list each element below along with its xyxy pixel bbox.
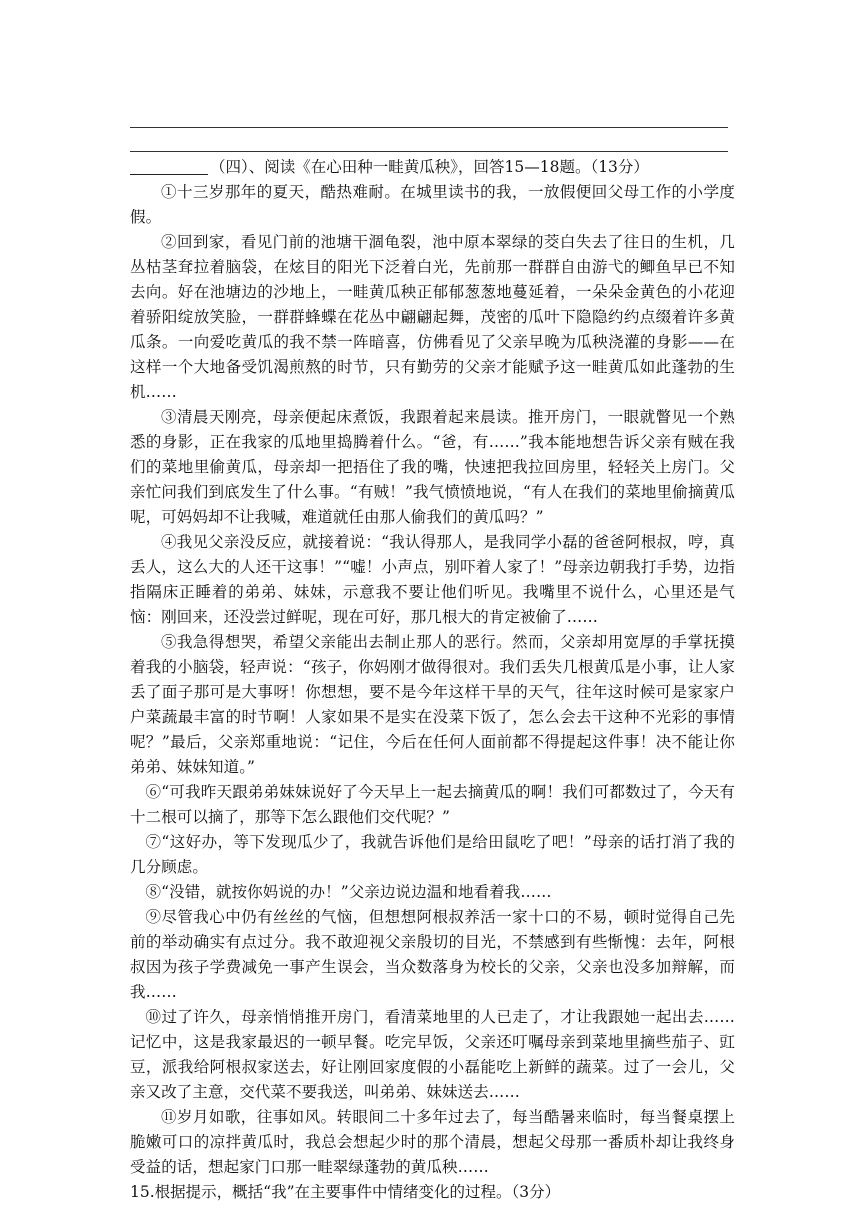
paragraph-1: ①十三岁那年的夏天，酷热难耐。在城里读书的我，一放假便回父母工作的小学度假。: [130, 183, 735, 226]
reading-passage: [130, 155, 735, 1205]
paragraph-10: ⑩过了许久，母亲悄悄推开房门，看清菜地里的人已走了，才让我跟她一起出去……记忆中，这是我家最迟的一顿早餐。吃完早饭，父亲还叮嘱母亲到菜地里摘些茄子、豇豆，派我给阿根叔家送去，好让刚回家度假的小磊能吃上新鲜的蔬菜。过了一会儿，父亲又改了主意，交代菜不要我送，叫弟弟、妹妹送去……: [130, 1008, 735, 1101]
answer-line: [130, 151, 728, 152]
section-heading-text: （四）、阅读《在心田种一畦黄瓜秧》，回答15—18题。（13分）: [210, 158, 649, 176]
paragraph-2: ②回到家，看见门前的池塘干涸龟裂，池中原本翠绿的茭白失去了往日的生机，几丛枯茎耷拉着脑袋，在炫目的阳光下泛着白光，先前那一群群自由游弋的鲫鱼早已不知去向。好在池塘边的沙地上，一畦黄瓜秧正郁郁葱葱地蔓延着，一朵朵金黄色的小花迎着骄阳绽放笑脸，一群群蜂蝶在花丛中翩翩起舞，茂密的瓜叶下隐隐约约点缀着许多黄瓜条。一向爱吃黄瓜的我不禁一阵暗喜，仿佛看见了父亲早晚为瓜秧浇灌的身影——在这样一个大地备受饥渴煎熬的时节，只有勤劳的父亲才能赋予这一畦黄瓜如此蓬勃的生机……: [130, 233, 735, 401]
paragraph-6: ⑥“可我昨天跟弟弟妹妹说好了今天早上一起去摘黄瓜的啊！我们可都数过了，今天有十二根可以摘了，那等下怎么跟他们交代呢？”: [130, 783, 735, 826]
paragraph-4: ④我见父亲没反应，就接着说：“我认得那人，是我同学小磊的爸爸阿根叔，哼，真丢人，这么大的人还干这事！”“嘘！小声点，别吓着人家了！”母亲边朝我打手势，边指指隔床正睡着的弟弟、妹妹，示意我不要让他们听见。我嘴里不说什么，心里还是气恼：刚回来，还没尝过鲜呢，现在可好，那几根大的肯定被偷了……: [130, 533, 735, 626]
paragraph-5: ⑤我急得想哭，希望父亲能出去制止那人的恶行。然而，父亲却用宽厚的手掌抚摸着我的小脑袋，轻声说：“孩子，你妈刚才做得很对。我们丢失几根黄瓜是小事，让人家丢了面子那可是大事呀！你想想，要不是今年这样干旱的天气，往年这时候可是家家户户菜蔬最丰富的时节啊！人家如果不是实在没菜下饭了，怎么会去干这种不光彩的事情呢？”最后，父亲郑重地说：“记住，今后在任何人面前都不得提起这件事！决不能让你弟弟、妹妹知道。”: [130, 633, 735, 776]
section-heading: [130, 155, 735, 180]
fill-blank: [130, 156, 208, 175]
paragraph-8: ⑧“没错，就按你妈说的办！”父亲边说边温和地看着我……: [145, 883, 552, 901]
question-15: 15.根据提示，概括“我”在主要事件中情绪变化的过程。（3分）: [130, 1183, 561, 1201]
paragraph-11: ⑪岁月如歌，往事如风。转眼间二十多年过去了，每当酷暑来临时，每当餐桌摆上脆嫩可口的凉拌黄瓜时，我总会想起少时的那个清晨，想起父母那一番质朴却让我终身受益的话，想起家门口那一畦翠绿蓬勃的黄瓜秧……: [130, 1108, 735, 1176]
answer-line: [130, 127, 728, 128]
paragraph-3: ③清晨天刚亮，母亲便起床煮饭，我跟着起来晨读。推开房门，一眼就瞥见一个熟悉的身影，正在我家的瓜地里捣腾着什么。“爸，有……”我本能地想告诉父亲有贼在我们的菜地里偷黄瓜，母亲却一把捂住了我的嘴，快速把我拉回房里，轻轻关上房门。父亲忙问我们到底发生了什么事。“有贼！”我气愤愤地说，“有人在我们的菜地里偷摘黄瓜呢，可妈妈却不让我喊，难道就任由那人偷我们的黄瓜吗？”: [130, 408, 735, 526]
paragraph-9: ⑨尽管我心中仍有丝丝的气恼，但想想阿根叔养活一家十口的不易，顿时觉得自己先前的举动确实有点过分。我不敢迎视父亲殷切的目光，不禁感到有些惭愧：去年，阿根叔因为孩子学费减免一事产生误会，当众数落身为校长的父亲，父亲也没多加辩解，而我……: [130, 908, 735, 1001]
paragraph-7: ⑦“这好办，等下发现瓜少了，我就告诉他们是给田鼠吃了吧！”母亲的话打消了我的几分顾虑。: [130, 833, 735, 876]
